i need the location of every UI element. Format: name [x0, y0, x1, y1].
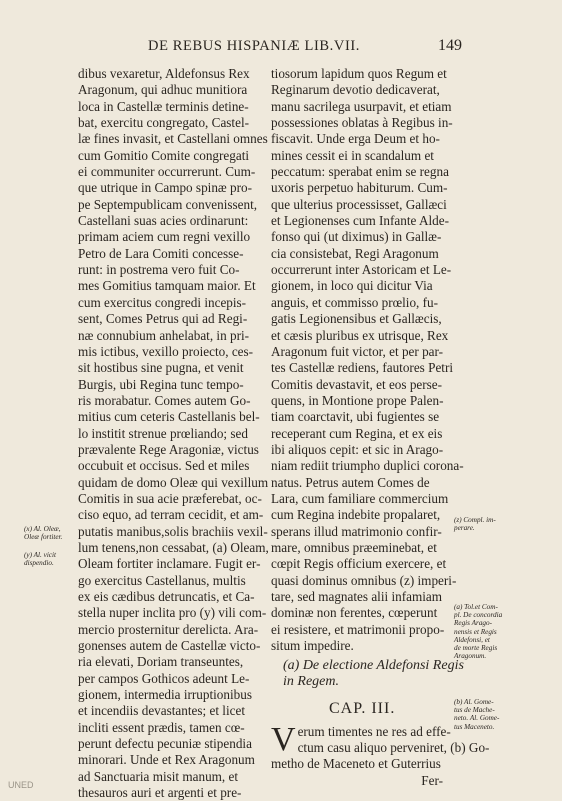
text-line: Aldefonsi, et	[454, 635, 490, 644]
text-line: pe Septempublicam convenissent,	[78, 196, 258, 212]
text-line: Castellani suas acies ordinarunt:	[78, 213, 249, 229]
text-line: (z) Compl. im-	[454, 516, 496, 524]
text-line: minorari. Unde et Rex Aragonum	[78, 752, 255, 768]
text-line: runt: in postrema vero fuit Co-	[78, 262, 240, 278]
text-line: sit hostibus sine pugna, et venit	[78, 360, 244, 376]
text-line: uxoris perpetuo habiturum. Cum-	[271, 180, 448, 196]
text-line: ei resistere, et matrimonii propo-	[271, 621, 445, 637]
text-line: tes Castellæ rediens, fautores Petri	[271, 360, 454, 376]
text-line: quidam de domo Oleæ qui vexillum	[78, 474, 269, 490]
right-column-body	[271, 66, 464, 654]
text-line: et cæsis pluribus ex utrisque, Rex	[271, 327, 449, 343]
text-line: cia consistebat, Regi Aragonum	[271, 245, 439, 261]
left-text-column	[78, 66, 269, 801]
text-line: possessiones oblatas à Regibus in-	[271, 115, 453, 131]
text-line: perunt defectu pecuniæ stipendia	[78, 736, 252, 752]
text-line: anguis, et commisso prœlio, fu-	[271, 294, 439, 310]
margin-note-y	[24, 551, 56, 567]
text-line: mes Gomitius tamquam maior. Et	[78, 278, 256, 294]
text-line: Petro de Lara Comiti concesse-	[78, 245, 244, 261]
text-line: Aragonum.	[454, 652, 487, 661]
text-line: mitius cum ceteris Castellanis bel-	[78, 409, 260, 425]
text-line: fiscavit. Unde erga Deum et ho-	[271, 131, 440, 147]
text-line: (a) Tol.et Com-	[454, 603, 498, 611]
text-line: peccatum: sperabat enim se regna	[271, 164, 449, 180]
text-line: dominæ non ferentes, cœperunt	[271, 605, 438, 621]
text-line: tiosorum lapidum quos Regum et	[271, 66, 447, 81]
text-line: dispendio.	[24, 559, 54, 568]
text-line: de morte Regis	[454, 644, 498, 653]
text-line: Aragonum, qui adhuc munitiora	[78, 82, 248, 98]
text-line: pl. De concordia	[454, 611, 503, 620]
text-line: receperant cum Regina, et ex eis	[271, 425, 443, 441]
drop-cap: V	[271, 720, 296, 758]
text-line: dibus vexaretur, Aldefonsus Rex	[78, 66, 250, 81]
text-line: ei communiter occurrerunt. Cum-	[78, 164, 256, 180]
text-line: mines cessit ei in scandalum et	[271, 147, 434, 163]
text-line: lo institit strenue prœliando; sed	[78, 425, 248, 441]
text-line: metho de Maceneto et Guterrius	[271, 756, 441, 772]
margin-note-b	[454, 698, 499, 731]
page-number: 149	[438, 37, 462, 54]
text-line: Burgis, ubi Regina tunc tempo-	[78, 376, 244, 392]
text-line: (y) Al. vicit	[24, 551, 56, 559]
text-line: prævalente Rege Aragoniæ, victus	[78, 441, 259, 457]
text-line: Comitis devastavit, et eos perse-	[271, 376, 443, 392]
text-line: fonso qui (ut diximus) in Gallæ-	[271, 229, 442, 245]
margin-note-z	[454, 516, 496, 532]
text-line: Comitis in sua acie præferebat, oc-	[78, 490, 262, 506]
text-line: que utrique in Campo spinæ pro-	[78, 180, 252, 196]
text-line: gatis Legionensibus et Gallæcis,	[271, 311, 442, 327]
text-line: ad Sanctuaria misit manum, et	[78, 768, 239, 784]
chapter-heading: CAP. III.	[329, 700, 396, 718]
text-line: sent, Comes Petrus qui ad Regi-	[78, 311, 248, 327]
text-line: natus. Petrus autem Comes de	[271, 474, 430, 490]
text-line: Reginarum devotio dedicaverat,	[271, 82, 440, 98]
text-line: ex eis cædibus detruncatis, et Ca-	[78, 589, 255, 604]
text-line: neto. Al. Gome-	[454, 714, 500, 723]
text-line: Regis Arago-	[454, 619, 492, 628]
text-line: occubuit et occisus. Sed et miles	[78, 458, 250, 474]
text-line: et incendiis devastantes; et licet	[78, 703, 245, 719]
text-line: erum timentes ne res ad effe-	[297, 723, 451, 739]
text-line: in Regem.	[283, 674, 339, 690]
text-line: mare, omnibus præeminebat, et	[271, 539, 437, 555]
text-line: quens, in Montione prope Palen-	[271, 392, 444, 408]
text-line: cum Regina indebite propalaret,	[271, 507, 441, 523]
margin-note-x	[24, 525, 62, 541]
text-line: perare.	[454, 524, 475, 533]
text-line: Lara, cum familiare commercium	[271, 490, 449, 506]
text-line: ibi aliquos cepit: et sic in Arago-	[271, 441, 444, 457]
text-line: quasi dominus omnibus (z) imperi-	[271, 572, 457, 588]
text-line: mercio prosternitur derelicta. Ara-	[78, 621, 259, 637]
footer-watermark: UNED	[8, 780, 34, 790]
text-line: (b) Al. Gome-	[454, 698, 494, 706]
text-line: cum Gomitio Comite congregati	[78, 147, 250, 163]
text-line: ciso equo, ad terram cecidit, et am-	[78, 507, 264, 523]
text-line: occurrerunt inter Astoricam et Le-	[271, 262, 452, 278]
text-line: que ulterius processisset, Gallæci	[271, 196, 447, 212]
text-line: thesauros auri et argenti et pre-	[78, 785, 242, 801]
text-line: stella nuper inclita pro (y) vili com-	[78, 605, 267, 621]
running-head: DE REBUS HISPANIÆ LIB.VII.	[148, 38, 361, 54]
text-line: Oleam fortiter inclamare. Fugit er-	[78, 556, 261, 572]
text-line: niam rediit triumpho duplici corona-	[271, 458, 464, 474]
section-heading	[271, 658, 464, 690]
text-line: cœpit Regis officium exercere, et	[271, 556, 447, 572]
text-line: bat, exercitu congregato, Castel-	[78, 115, 249, 131]
text-line: nensis et Regis	[454, 627, 497, 636]
text-line: Oleæ fortiter.	[24, 533, 63, 542]
text-line: (a) De electione Aldefonsi Regis	[283, 658, 464, 674]
text-line: sperans illud matrimonio confir-	[271, 523, 442, 539]
text-line: tiam coarctavit, ubi fugientes se	[271, 409, 440, 425]
text-line: gonenses autem de Castellæ victo-	[78, 638, 261, 654]
text-line: ris morabatur. Comes autem Go-	[78, 392, 251, 408]
catchword: Fer-	[421, 772, 443, 788]
text-line: (x) Al. Oleæ,	[24, 525, 61, 533]
text-line: et Legionenses cum Infante Alde-	[271, 213, 449, 229]
text-line: gionem, intermedia irruptionibus	[78, 687, 252, 703]
text-line: lum tenens,non cessabat, (a) Oleam,	[78, 539, 269, 555]
margin-note-a	[454, 603, 502, 660]
text-line: incliti essent prædis, tamen cœ-	[78, 719, 245, 735]
text-line: go exercitus Castellanus, multis	[78, 572, 246, 588]
text-line: næ connubium anhelabat, in pri-	[78, 327, 250, 343]
text-line: tus Maceneto.	[454, 722, 495, 731]
text-line: cum exercitus congredi incepis-	[78, 294, 247, 310]
text-line: mis ictibus, vexillo proiecto, ces-	[78, 343, 254, 359]
text-line: loca in Castellæ terminis detine-	[78, 98, 249, 114]
text-line: per campos Gothicos adeunt Le-	[78, 670, 250, 686]
text-line: putatis manibus,solis brachiis vexil-	[78, 523, 268, 539]
text-line: gionem, in loco qui dicitur Via	[271, 278, 433, 294]
text-line: tus de Mache-	[454, 706, 495, 715]
text-line: ria elevati, Doriam transeuntes,	[78, 654, 244, 670]
text-line: ctum casu aliquo perveniret, (b) Go-	[297, 740, 490, 756]
text-line: Aragonum fuit victor, et per par-	[271, 343, 444, 359]
text-line: situm impedire.	[271, 638, 354, 654]
text-line: tare, sed magnates alii infamiam	[271, 589, 443, 604]
text-line: læ fines invasit, et Castellani omnes	[78, 131, 268, 147]
text-line: primam aciem cum regni vexillo	[78, 229, 251, 245]
text-line: manu sacrilega usurpavit, et etiam	[271, 98, 452, 114]
